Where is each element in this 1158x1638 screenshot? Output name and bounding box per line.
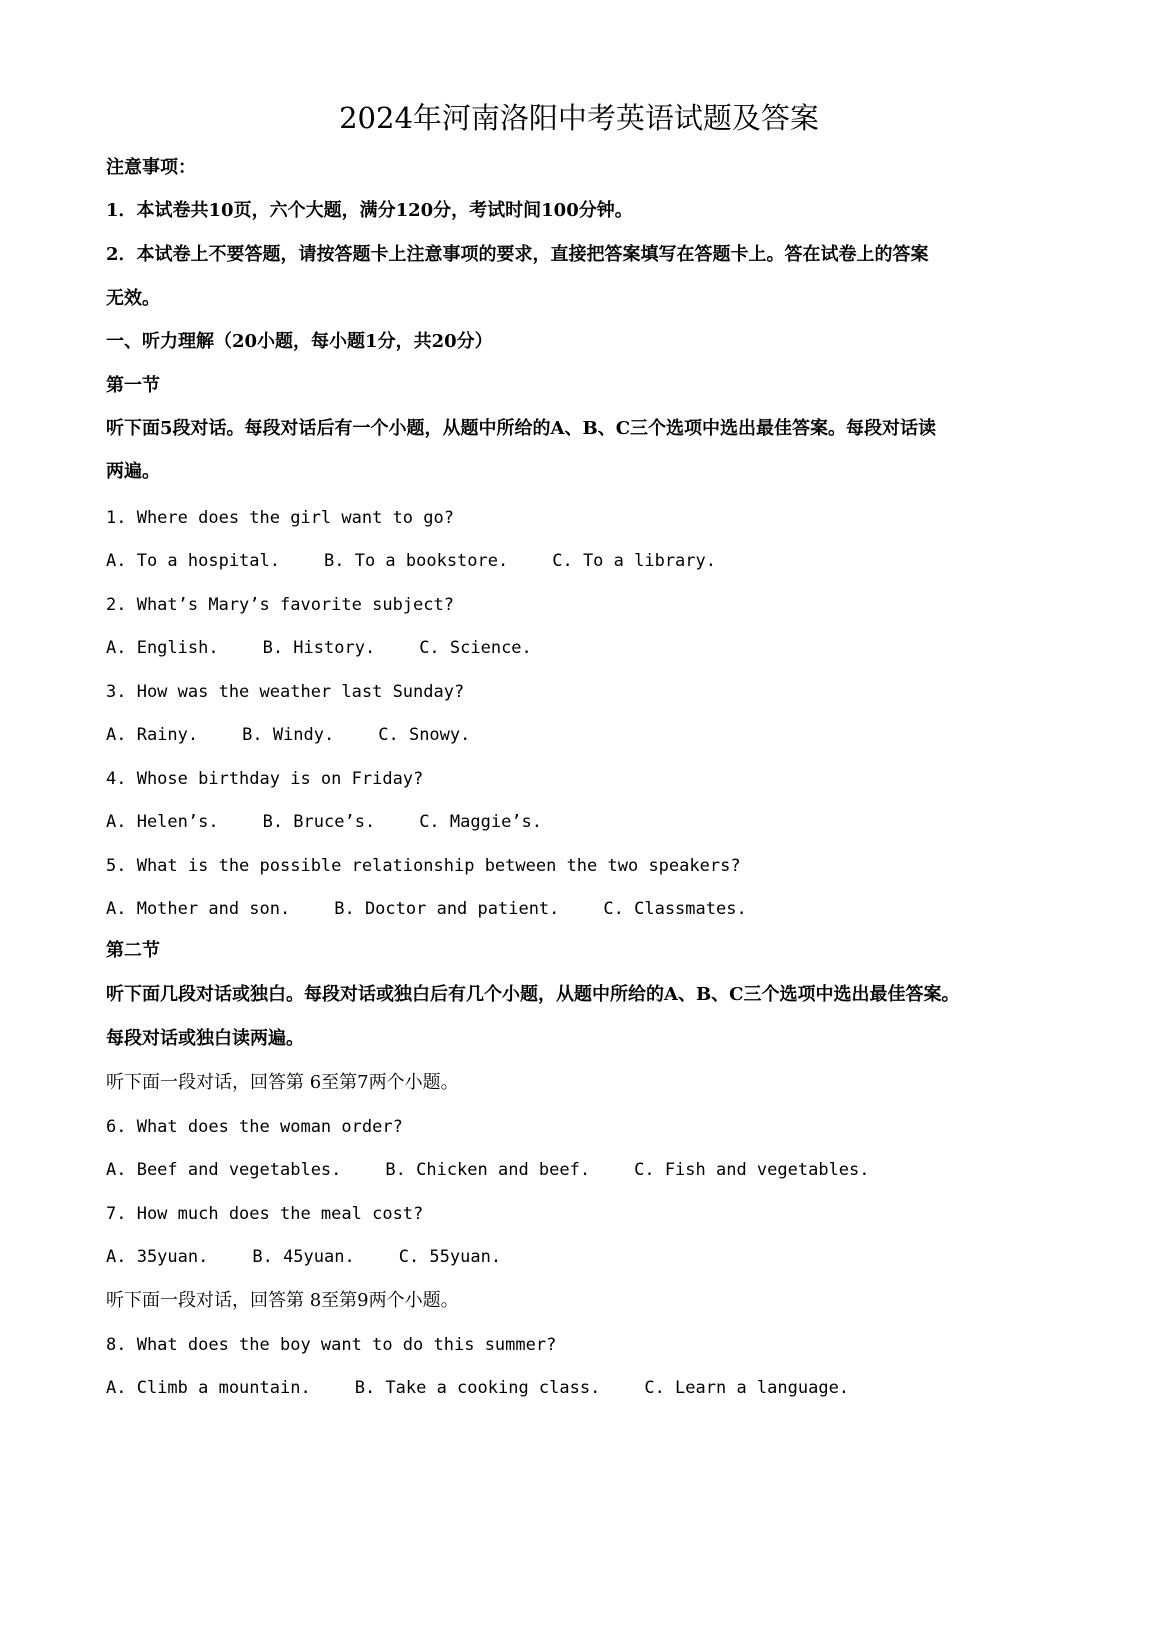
option-c: C. Maggie’s. bbox=[419, 812, 543, 832]
option-b: B. To a bookstore. bbox=[324, 551, 509, 571]
option-a: A. Mother and son. bbox=[106, 899, 291, 919]
dialog2-intro: 听下面一段对话，回答第 8至第9两个小题。 bbox=[106, 1290, 459, 1311]
question-2-options bbox=[106, 636, 1066, 660]
part1-heading: 一、听力理解（20小题，每小题1分，共20分） bbox=[106, 331, 493, 352]
section1-instruction-line1: 听下面5段对话。每段对话后有一个小题，从题中所给的A、B、C三个选项中选出最佳答案。每段对话读 bbox=[106, 418, 937, 439]
notes-heading: 注意事项： bbox=[106, 157, 196, 178]
question-3-options bbox=[106, 723, 1066, 747]
question-7: 7. How much does the meal cost? bbox=[106, 1204, 424, 1224]
question-3: 3. How was the weather last Sunday? bbox=[106, 682, 465, 702]
question-6: 6. What does the woman order? bbox=[106, 1117, 403, 1137]
option-a: A. Beef and vegetables. bbox=[106, 1160, 342, 1180]
option-b: B. History. bbox=[262, 638, 376, 658]
section2-heading: 第二节 bbox=[106, 940, 160, 961]
question-2: 2. What’s Mary’s favorite subject? bbox=[106, 595, 454, 615]
option-b: B. Windy. bbox=[242, 725, 335, 745]
question-5: 5. What is the possible relationship between the two speakers? bbox=[106, 856, 741, 876]
option-c: C. Science. bbox=[419, 638, 532, 658]
option-a: A. Helen’s. bbox=[106, 812, 219, 832]
section1-instruction-line2: 两遍。 bbox=[106, 461, 160, 482]
page-title: 2024年河南洛阳中考英语试题及答案 bbox=[339, 101, 819, 135]
option-b: B. Take a cooking class. bbox=[354, 1378, 601, 1398]
question-8: 8. What does the boy want to do this summer? bbox=[106, 1335, 557, 1355]
option-c: C. Fish and vegetables. bbox=[634, 1160, 870, 1180]
notes-item-2-line2: 无效。 bbox=[106, 288, 160, 309]
option-c: C. To a library. bbox=[552, 551, 716, 571]
question-7-options bbox=[106, 1245, 1066, 1269]
question-4: 4. Whose birthday is on Friday? bbox=[106, 769, 424, 789]
option-a: A. To a hospital. bbox=[106, 551, 280, 571]
question-1-options bbox=[106, 549, 1066, 573]
option-a: A. 35yuan. bbox=[106, 1247, 209, 1267]
option-b: B. Bruce’s. bbox=[262, 812, 376, 832]
question-8-options bbox=[106, 1376, 1066, 1400]
notes-item-2-line1: 2．本试卷上不要答题，请按答题卡上注意事项的要求，直接把答案填写在答题卡上。答在试卷上的答案 bbox=[106, 244, 929, 265]
option-c: C. Snowy. bbox=[378, 725, 471, 745]
section2-instruction-line2: 每段对话或独白读两遍。 bbox=[106, 1028, 304, 1049]
option-b: B. Doctor and patient. bbox=[334, 899, 560, 919]
section1-heading: 第一节 bbox=[106, 375, 160, 396]
question-5-options bbox=[106, 897, 1066, 921]
dialog1-intro: 听下面一段对话，回答第 6至第7两个小题。 bbox=[106, 1072, 459, 1093]
option-a: A. Climb a mountain. bbox=[106, 1378, 311, 1398]
option-c: C. Learn a language. bbox=[644, 1378, 850, 1398]
option-c: C. Classmates. bbox=[603, 899, 747, 919]
question-6-options bbox=[106, 1158, 1066, 1182]
option-c: C. 55yuan. bbox=[398, 1247, 502, 1267]
section2-instruction-line1: 听下面几段对话或独白。每段对话或独白后有几个小题，从题中所给的A、B、C三个选项中选出最佳答案。 bbox=[106, 984, 960, 1005]
question-1: 1. Where does the girl want to go? bbox=[106, 508, 454, 528]
option-a: A. English. bbox=[106, 638, 219, 658]
notes-item-1: 1．本试卷共10页，六个大题，满分120分，考试时间100分钟。 bbox=[106, 200, 633, 221]
option-b: B. Chicken and beef. bbox=[385, 1160, 591, 1180]
question-4-options bbox=[106, 810, 1066, 834]
option-b: B. 45yuan. bbox=[252, 1247, 355, 1267]
option-a: A. Rainy. bbox=[106, 725, 199, 745]
